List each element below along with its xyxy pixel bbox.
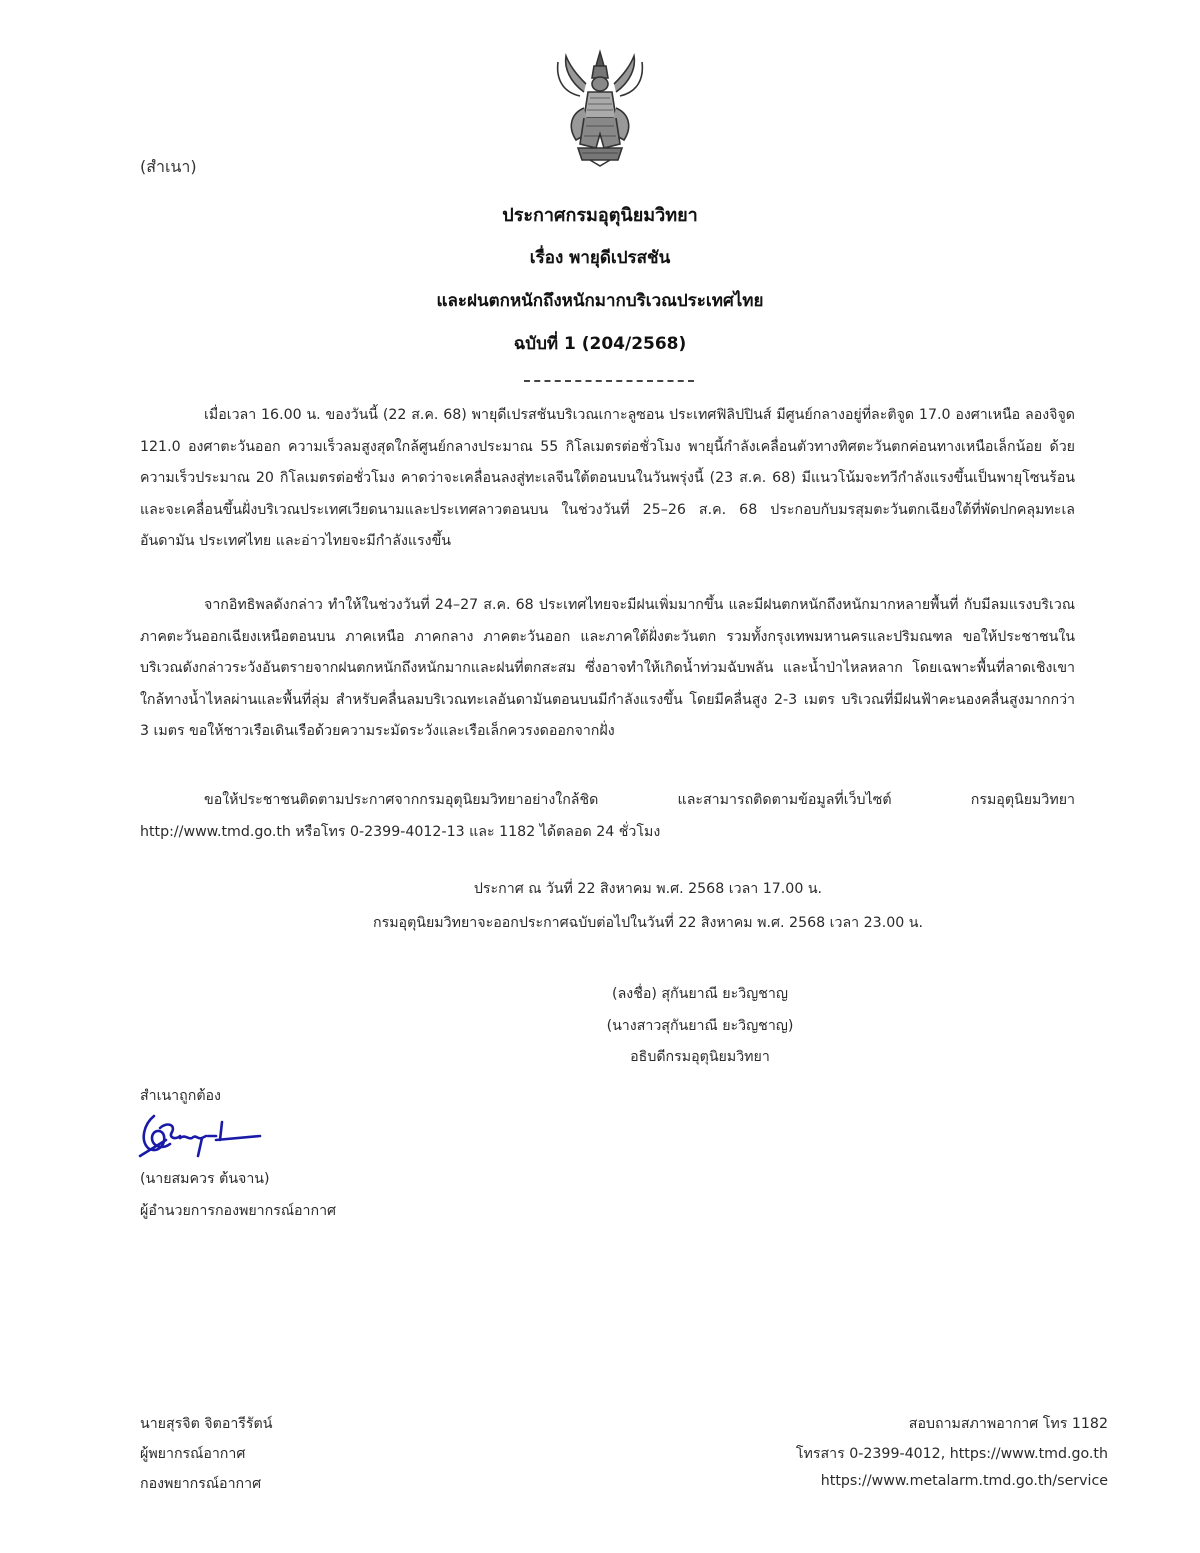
paragraph-text: เมื่อเวลา 16.00 น. ของวันนี้ (22 ส.ค. 68) พายุดีเปรสชันบริเวณเกาะลูซอน ประเทศฟิลิปปินส์ มีศูนย์กลางอยู่ที่ละติจูด 17.0 องศาเหนือ ลองจิจูด 121.0 องศาตะวันออก ความเร็วลมสูงสุดใกล้ศูนย์กลางประมาณ 55 กิโลเมตรต่อชั่วโมง พายุนี้กำลังเคลื่อนตัวทางทิศตะวันตกค่อนทางเหนือเล็กน้อย ด้วยความเร็วประมาณ 20 กิโลเมตรต่อชั่วโมง คาดว่าจะเคลื่อนลงสู่ทะเลจีนใต้ตอนบนในวันพรุ่งนี้ (23 ส.ค. 68) มีแนวโน้มจะทวีกำลังแรงขึ้นเป็นพายุโซนร้อน และจะเคลื่อนขึ้นฝั่งบริเวณประเทศเวียดนามและประเทศลาวตอนบน ในช่วงวันที่ 25–26 ส.ค. 68 ประกอบกับมรสุมตะวันตกเฉียงใต้ที่พัดปกคลุมทะเลอันดามัน ประเทศไทย และอ่าวไทยจะมีกำลังแรงขึ้น [140,407,1075,549]
announcement-subject-line2: และฝนตกหนักถึงหนักมากบริเวณประเทศไทย [436,291,764,311]
announcement-issue-number: ฉบับที่ 1 (204/2568) [513,334,687,354]
weather-inquiry-phone: สอบถามสภาพอากาศ โทร 1182 [908,1416,1108,1432]
garuda-emblem-icon [540,48,660,168]
forecaster-department: กองพยากรณ์อากาศ [140,1476,262,1492]
announced-date: ประกาศ ณ วันที่ 22 สิงหาคม พ.ศ. 2568 เวลา 17.00 น. [473,881,823,897]
paragraph-impact-warning [140,590,1075,748]
handwritten-signature-icon [136,1110,276,1160]
certifier-position: ผู้อำนวยการกองพยากรณ์อากาศ [140,1203,337,1219]
paragraph-text: จากอิทธิพลดังกล่าว ทำให้ในช่วงวันที่ 24–27 ส.ค. 68 ประเทศไทยจะมีฝนเพิ่มมากขึ้น และมีฝนตกหนักถึงหนักมากหลายพื้นที่ กับมีลมแรงบริเวณภาคตะวันออกเฉียงเหนือตอนบน ภาคเหนือ ภาคกลาง ภาคตะวันออก และภาคใต้ฝั่งตะวันตก รวมทั้งกรุงเทพมหานครและปริมณฑล ขอให้ประชาชนในบริเวณดังกล่าวระวังอันตรายจากฝนตกหนักถึงหนักมากและฝนที่ตกสะสม ซึ่งอาจทำให้เกิดน้ำท่วมฉับพลัน และน้ำป่าไหลหลาก โดยเฉพาะพื้นที่ลาดเชิงเขาใกล้ทางน้ำไหลผ่านและพื้นที่ลุ่ม สำหรับคลื่นลมบริเวณทะเลอันดามันตอนบนมีกำลังแรงขึ้น โดยมีคลื่นสูง 2-3 เมตร บริเวณที่มีฝนฟ้าคะนองคลื่นสูงมากกว่า 3 เมตร ขอให้ชาวเรือเดินเรือด้วยความระมัดระวังและเรือเล็กควรงดออกจากฝั่ง [140,597,1076,739]
forecaster-name: นายสุรจิต จิตอารีรัตน์ [140,1416,273,1432]
announcement-subject: เรื่อง พายุดีเปรสชัน [529,248,671,268]
paragraph-follow-updates [140,785,1075,848]
signer-full-name: (นางสาวสุกันยาณี ยะวิญชาญ) [606,1018,794,1034]
certified-copy-label: สำเนาถูกต้อง [140,1088,221,1104]
copy-mark: (สำเนา) [140,157,197,176]
forecaster-role: ผู้พยากรณ์อากาศ [140,1446,246,1462]
certifier-name: (นายสมควร ต้นจาน) [140,1171,270,1187]
paragraph-text: ขอให้ประชาชนติดตามประกาศจากกรมอุตุนิยมวิทยาอย่างใกล้ชิด และสามารถติดตามข้อมูลที่เว็บไซต์ กรมอุตุนิยมวิทยา http://www.tmd.go.th หรือโทร 0-2399-4012-13 และ 1182 ได้ตลอด 24 ชั่วโมง [140,792,1075,840]
announcement-title: ประกาศกรมอุตุนิยมวิทยา [502,205,698,226]
signer-position: อธิบดีกรมอุตุนิยมวิทยา [630,1049,770,1065]
signer-signed-line: (ลงชื่อ) สุกันยาณี ยะวิญชาญ [612,986,788,1002]
paragraph-storm-details [140,400,1075,558]
service-url: https://www.metalarm.tmd.go.th/service [820,1473,1108,1489]
next-issue-notice: กรมอุตุนิยมวิทยาจะออกประกาศฉบับต่อไปในวันที่ 22 สิงหาคม พ.ศ. 2568 เวลา 23.00 น. [373,915,923,931]
fax-and-website: โทรสาร 0-2399-4012, https://www.tmd.go.th [795,1446,1108,1462]
heading-separator [524,380,694,382]
